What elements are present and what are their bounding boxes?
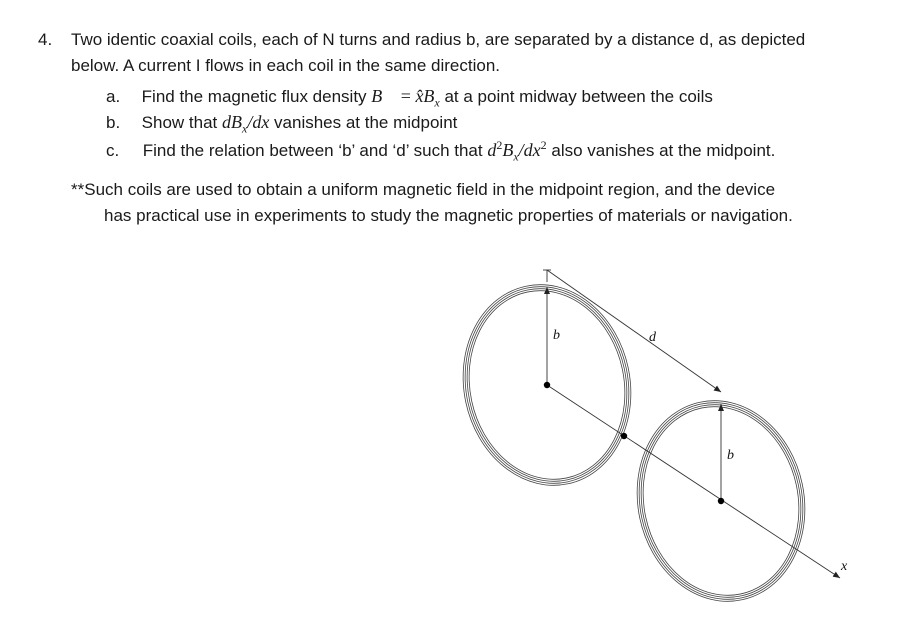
right-coil-center-dot: [718, 498, 724, 504]
problem-number: 4.: [38, 30, 53, 49]
left-coil-center-dot: [544, 382, 550, 388]
problem-intro-line-1: Two identic coaxial coils, each of N turns and radius b, are separated by a distance d, as depicted: [71, 30, 806, 49]
part-b-text-after: vanishes at the midpoint: [269, 113, 458, 132]
label-d: d: [649, 330, 656, 345]
label-b-right: b: [727, 448, 734, 463]
label-x: x: [841, 559, 848, 574]
part-a-formula: B⃗ = $x̂B_x$: [371, 86, 440, 110]
part-c-marker: c.: [106, 141, 120, 160]
part-c-formula: $d^2B_x/dx^2$: [487, 138, 547, 164]
label-b-left: b: [553, 328, 560, 343]
part-b-formula: $dB_x/dx$: [221, 112, 270, 136]
note-line-1: **Such coils are used to obtain a uniform magnetic field in the midpoint region, and the device: [71, 180, 776, 199]
coil-axis: [547, 385, 840, 578]
part-a-text-after: at a point midway between the coils: [439, 87, 713, 106]
note-line-2: has practical use in experiments to study the magnetic properties of materials or navigation.: [104, 206, 793, 225]
part-c-text-after: also vanishes at the midpoint.: [546, 141, 776, 160]
part-a-marker: a.: [106, 87, 121, 106]
part-a-text-before: Find the magnetic flux density: [141, 87, 372, 106]
part-b-marker: b.: [106, 113, 121, 132]
part-c-text-before: Find the relation between ‘b’ and ‘d’ such that: [142, 141, 488, 160]
separation-dimension-line: [547, 270, 721, 392]
midpoint-dot: [621, 433, 627, 439]
part-b-text-before: Show that: [141, 113, 222, 132]
problem-intro-line-2: below. A current I flows in each coil in the same direction.: [71, 56, 501, 75]
